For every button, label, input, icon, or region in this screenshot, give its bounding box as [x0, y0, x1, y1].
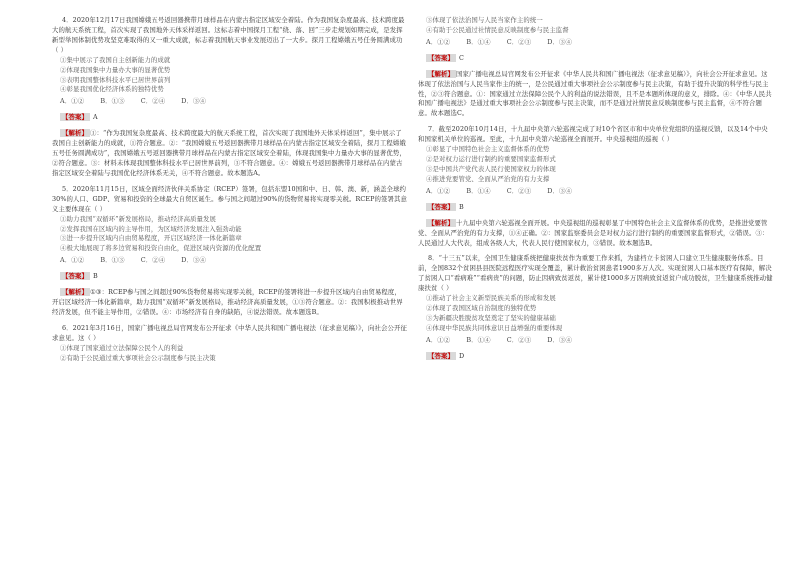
q4-choices: A．①② B．①③ C．②④ D．③④ — [60, 97, 207, 106]
q5-option-4: ④极大地展现了将多边贸易和投资自由化，促进区域内资源的优化配置 — [60, 244, 262, 253]
q4-option-4: ④彰显我国优化经济体系的独特优势 — [60, 85, 164, 94]
q7-option-3: ③是中国共产党代表人民行使国家权力的体现 — [426, 164, 556, 173]
explanation-text: 国家广播电视总局官网发布公开征求《中华人民共和国广播电视法（征求意见稿）》，向社会公开征求意见。这体现了依法治国与人民当家作主的统一，是公民通过重大事项社会公示制度参与民主决策，有助于提升决策的科学性与民主性，②③符合题意。①：国家通过立法保障公民个人的利益的说法错误，且不是本题所体现的意义，排除。④：《中华人民共和国广播电视法》是通过重大事项社会公示制度参与民主决策，而不是通过社情民意反映制度参与民主监督，④不符合题意。故本题选C。 — [418, 69, 772, 118]
q6-option-1: ①体现了国家通过立法保障公民个人的利益 — [60, 343, 184, 352]
explanation-tag: 【解析】 — [428, 69, 454, 78]
answer-tag: 【答案】 — [428, 53, 454, 62]
q5-explanation — [52, 288, 407, 318]
q7-option-1: ①彰显了中国特色社会主义监督体系的优势 — [426, 145, 550, 154]
answer-tag: 【答案】 — [62, 113, 88, 122]
q4-option-1: ①集中展示了我国自主创新能力的成就 — [60, 55, 171, 64]
answer-value: B — [92, 272, 98, 281]
explanation-tag: 【解析】 — [62, 129, 88, 138]
question-7-stem: 7．截至2020年10月14日，十九届中央第六轮巡视完成了对10个省区市和中央单位党组织的巡视反馈，以及14个中央和国家机关单位的巡视。至此，十九届中央第六轮巡视全面展开。中央巡视组的巡视（ ） — [418, 125, 768, 144]
left-column — [52, 16, 407, 364]
right-column — [418, 16, 773, 368]
q4-option-3: ③表明我国整体科技水平已居世界前列 — [60, 75, 171, 84]
answer-value: B — [458, 202, 464, 211]
answer-tag: 【答案】 — [428, 202, 454, 211]
q6-option-4: ④有助于公民通过社情民意反映制度参与民主监督 — [426, 25, 569, 34]
q8-option-2: ②体现了我国区域自治制度的独特优势 — [426, 304, 537, 313]
q5-choices: A．①② B．①③ C．②④ D．③④ — [60, 256, 207, 265]
q6-option-3: ③体现了依法治国与人民当家作主的统一 — [426, 16, 543, 24]
answer-tag: 【答案】 — [62, 272, 88, 281]
explanation-text: ①③：RCEP参与国之间超过90%货物贸易将实现零关税，RCEP的签署将进一步提升区域内自由贸易程度，开启区域经济一体化新篇章，助力我国“双循环”新发展格局，推动经济高质量发展，①③符合题意。②：我国积极推动世界经济发展，但不能主导作用，②错误。④：市场经济有自身的缺陷，④说法错误。故本题选B。 — [52, 288, 403, 316]
explanation-text: 十九届中央第六轮巡视全面开展。中央巡视组的巡视彰显了中国特色社会主义监督体系的优势，是推进党要管党、全面从严治党的有力支撑，①④正确。②：国家监察委员会是对权力运行进行制约的重要国家监督形式，②错误。③：人民通过人大代表，组成各级人大，代表人民行使国家权力，③错误。故本题选B。 — [418, 218, 769, 247]
q6-answer — [426, 54, 773, 64]
question-4-stem: 4．2020年12月17日我国嫦娥五号返回器携带月球样品在内蒙古指定区域安全着陆。作为我国复杂度最高、技术跨度最大的航天系统工程，首次实现了我国地外天体采样返回。这标志着中国探月工程“绕、落、回”三步走规划如期完成，是发挥新型举国体制优势攻坚克难取得的又一重大成就，标志着我国航天事业发展迈出了一大步。探月工程嫦娥五号任务圆满成功（ ） — [52, 16, 405, 54]
explanation-tag: 【解析】 — [428, 218, 454, 227]
explanation-text: ①：“作为我国复杂度最高、技术跨度最大的航天系统工程，首次实现了我国地外天体采样返回”，集中展示了我国自主创新能力的成就，①符合题意。②：“我国嫦娥五号返回器携带月球样品在内蒙古指定区域安全着陆，探月工程嫦娥五号任务圆满成功”，我国嫦娥五号返回器携带月球样品在内蒙古指定区域安全着陆，体现我国集中力量办大事的显著优势，②符合题意。③：材料未体现我国整体科技水平已居世界前列，③不符合题意。④：嫦娥五号返回器携带月球样品在内蒙古指定区域安全着陆与我国优化经济体系无关，④不符合题意。故本题选A。 — [52, 129, 406, 177]
q8-answer — [426, 352, 773, 362]
q5-option-1: ①助力我国“双循环”新发展格局，推动经济高质量发展 — [60, 214, 217, 223]
question-8-stem: 8．“十三五”以来，全国卫生健康系统把健康扶贫作为重要工作来抓，为建档立卡贫困人口建立卫生健康服务体系。目前，全国832个贫困县县医院远程医疗实现全覆盖，累计救治贫困患者1900多万人次。实现贫困人口基本医疗有保障，解决了贫困人口“看病难”“看病贵”的问题，防止因病致贫返贫，累计使1000多万因病致贫返贫户成功脱贫，卫生健康系统推动健康扶贫（ ） — [418, 254, 773, 293]
explanation-tag: 【解析】 — [62, 288, 88, 297]
q8-option-3: ③为新疆决胜脱贫攻坚奠定了坚实的健康基础 — [426, 313, 556, 322]
q7-option-4: ④推进党要管党、全面从严治党的有力支撑 — [426, 174, 550, 183]
answer-value: C — [458, 53, 464, 62]
q6-option-2: ②有助于公民通过重大事项社会公示制度参与民主决策 — [60, 353, 216, 362]
q6-explanation — [418, 70, 773, 120]
answer-tag: 【答案】 — [428, 351, 454, 360]
q5-option-3: ③进一步提升区域内自由贸易程度，开启区域经济一体化新篇章 — [60, 234, 242, 243]
q5-answer — [60, 272, 407, 282]
answer-value: D — [458, 351, 465, 360]
question-5-stem: 5．2020年11月15日，区域全面经济伙伴关系协定（RCEP）签署，包括东盟10国和中、日、韩、澳、新，涵盖全球约30%的人口、GDP、贸易和投资的全球最大自贸区诞生。参与国之间超过90%的货物贸易将实现零关税。RCEP的签署其意义主要体现在（ ） — [52, 184, 407, 213]
q5-option-2: ②发挥我国在区域内的主导作用，为区域经济发展注入强劲动能 — [60, 224, 242, 233]
q7-choices: A．①② B．①④ C．②③ D．③④ — [426, 186, 573, 195]
answer-value: A — [92, 113, 98, 122]
q4-answer — [60, 113, 407, 123]
q7-answer — [426, 203, 773, 213]
q7-option-2: ②是对权力运行进行制约的重要国家监督形式 — [426, 155, 556, 164]
q7-explanation — [418, 219, 773, 249]
q8-choices: A．①② B．①④ C．②③ D．③④ — [426, 335, 573, 344]
question-6-stem: 6．2021年3月16日，国家广播电视总局官网发布公开征求《中华人民共和国广播电视法（征求意见稿）》，向社会公开征求意见。这（ ） — [52, 323, 407, 342]
q8-option-4: ④体现中华民族共同体意识日益增强的重要体现 — [426, 323, 563, 332]
q6-choices: A．①② B．①④ C．②③ D．③④ — [426, 37, 573, 46]
q8-option-1: ①推动了社会主义新型民族关系的形成和发展 — [426, 294, 556, 303]
q4-option-2: ②体现我国集中力量办大事的显著优势 — [60, 65, 171, 74]
q4-explanation — [52, 129, 407, 179]
